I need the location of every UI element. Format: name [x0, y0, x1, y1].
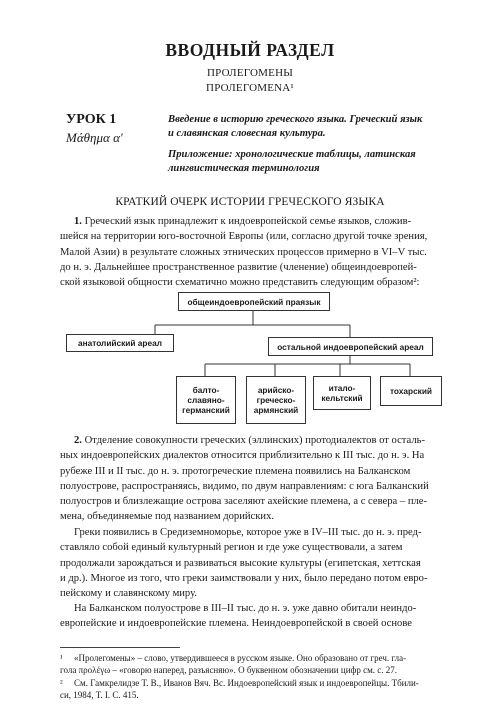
footnote-marker: ²: [60, 678, 63, 688]
paragraph-line: Отделение совокупности греческих (эллинских) протодиалектов от осталь-: [81, 435, 425, 446]
footnote-2: [60, 678, 446, 701]
paragraph-line: рубеже III и II тыс. до н. э. протогреческие племена появились на Балканском: [60, 465, 411, 477]
node-label-line: арийско-: [257, 385, 295, 395]
paragraph-line: На Балканском полуострове в III–II тыс. до н. э. уже давно обитали неиндо-: [74, 603, 417, 614]
node-label-line: армянский: [253, 405, 299, 415]
node-label-line: итало-: [328, 383, 356, 393]
section-title: КРАТКИЙ ОЧЕРК ИСТОРИИ ГРЕЧЕСКОГО ЯЗЫКА: [115, 196, 385, 208]
paragraph-line: шейся на территории юго-восточной Европы (или, согласно другой точке зрения,: [60, 231, 428, 243]
lesson-appendix-line: лингвистическая терминология: [168, 163, 320, 174]
balto-slavo-germanic-node: [176, 376, 236, 424]
node-label-line: греческо-: [256, 395, 296, 405]
node-label-line: славяно-: [187, 395, 225, 405]
footnote-text: гола προλέγω – «говорю наперед, разъясняю». О буквенном обозначении цифр см. с. 27.: [60, 664, 398, 675]
paragraph-line: Греческий язык принадлежит к индоевропейской семье языков, сложив-: [81, 216, 412, 227]
subtitle-russian: ПРОЛЕГОМЕНЫ: [206, 67, 294, 79]
chapter-title: ВВОДНЫЙ РАЗДЕЛ: [165, 40, 335, 60]
paragraph-line: продолжали зарождаться и развиваться высокие культуры (египетская, хеттская: [60, 557, 421, 569]
paragraph-line: ных индоевропейских диалектов относится приблизительно к III тыс. до н. э. На: [60, 450, 425, 462]
proto-indo-european-node: общеиндоевропейский праязык: [178, 292, 330, 311]
paragraph-line: и др.). Многое из того, что греки заимствовали у них, было передано потом евро-: [60, 572, 428, 584]
node-label-line: германский: [182, 405, 230, 415]
subtitle-greek: ПРОЛЕГОМЕNA¹: [206, 82, 294, 94]
lesson-topic-line: Введение в историю греческого языка. Греческий язык: [168, 114, 423, 125]
paragraph-3: [60, 525, 446, 601]
footnote-marker: ¹: [60, 653, 63, 663]
footnote-text: «Пролегомены» – слово, утвердившееся в русском языке. Оно образовано от греч. гла-: [74, 653, 407, 663]
node-label-line: кельтский: [321, 393, 363, 403]
anatolian-area-node: анатолийский ареал: [66, 334, 174, 352]
paragraph-line: мена, объединяемые под названием дорийских.: [60, 511, 275, 523]
footnote-text: См. Гамкрелидзе Т. В., Иванов Вяч. Вс. Индоевропейский язык и индоевропейцы. Тбили-: [74, 678, 419, 688]
paragraph-line: Малой Азии) в результате сложных этнических процессов примерно в VI–V тыс.: [60, 246, 427, 258]
paragraph-line: европейские и индоевропейские племена. Неиндоевропейской в своей основе: [60, 618, 412, 630]
node-label-line: балто-: [192, 385, 220, 395]
footnote-divider: [60, 647, 180, 648]
paragraph-4: [60, 601, 446, 632]
paragraph-line: до н. э. Дальнейшее пространственное развитие (членение) общеиндоевропей-: [60, 261, 417, 273]
aryo-greco-armenian-node: [246, 376, 306, 424]
lesson-greek-title: Μάθημα α': [66, 130, 123, 145]
paragraph-line: ской языковой общности схематично можно представить следующим образом²:: [60, 277, 420, 289]
other-indo-european-area-node: остальной индоевропейский ареал: [268, 337, 433, 356]
footnote-text: си, 1984, Т. I. С. 415.: [60, 689, 139, 700]
lesson-topic-line: и славянская словесная культура.: [168, 128, 326, 139]
paragraph-line: полуостров и близлежащие острова заселяют ахейские племена, а с севера – пле-: [60, 496, 428, 508]
paragraph-2: [60, 433, 446, 525]
paragraph-line: Греки появились в Средиземноморье, которое уже в IV–III тыс. до н. э. пред-: [74, 527, 422, 538]
footnote-1: [60, 653, 446, 676]
lesson-appendix-line: Приложение: хронологические таблицы, латинская: [168, 149, 416, 160]
paragraph-line: пейскому и славянскому миру.: [60, 588, 197, 600]
paragraph-number: 2.: [74, 435, 82, 446]
tocharian-node: тохарский: [380, 376, 442, 406]
italo-celtic-node: [313, 376, 371, 410]
paragraph-line: ставляло собой единый культурный регион и где уже существовали, а затем: [60, 542, 403, 554]
paragraph-number: 1.: [74, 216, 82, 227]
paragraph-line: полуострове, распространяясь, видимо, по двум направлениям: с юга Балканский: [60, 480, 429, 492]
lesson-title: УРОК 1: [66, 112, 117, 127]
